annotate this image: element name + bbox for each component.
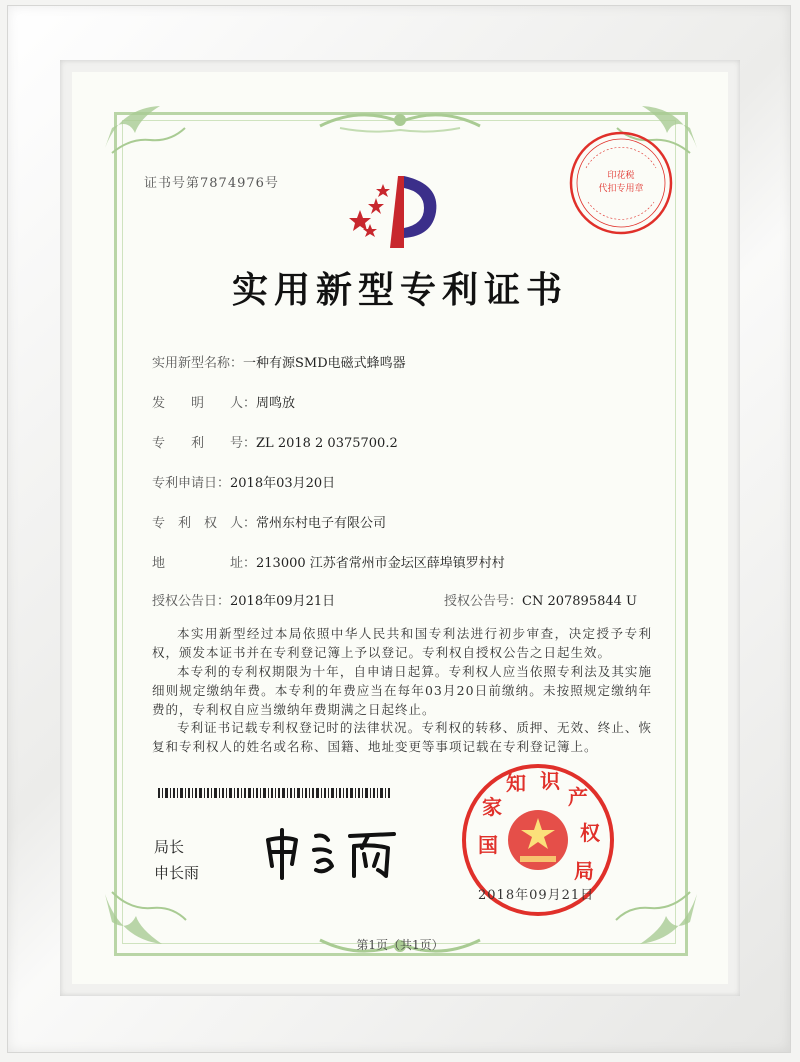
grant-number-row — [444, 590, 637, 609]
director-name: 申长雨 — [154, 864, 200, 882]
grant-date-row — [152, 590, 335, 609]
grant-number-value: CN 207895844 U — [522, 594, 637, 609]
inventor-row — [152, 392, 295, 411]
director-signature-icon — [258, 822, 408, 884]
certificate-title: 实用新型专利证书 — [231, 269, 568, 311]
svg-text:国: 国 — [478, 833, 498, 857]
svg-text:产: 产 — [568, 785, 588, 809]
inventor-value: 周鸣放 — [256, 396, 296, 411]
patentee-row — [152, 512, 386, 531]
patent-number-row — [152, 432, 398, 451]
filing-date-row — [152, 472, 335, 491]
svg-text:家: 家 — [482, 795, 502, 819]
svg-text:知: 知 — [506, 771, 526, 795]
filing-date-label: 专利申请日： — [152, 476, 231, 491]
grant-number-label: 授权公告号： — [444, 594, 523, 609]
top-center-ornament-icon — [310, 104, 490, 138]
issue-date: 2018年09月21日 — [478, 888, 595, 903]
paragraph-legal-status: 专利证书记载专利权登记时的法律状况。专利权的转移、质押、无效、终止、恢复和专利权人的姓名或名称、国籍、地址变更等事项记载在专利登记簿上。 — [152, 720, 652, 754]
director-title: 局长 — [154, 838, 185, 856]
svg-text:代扣专用章: 代扣专用章 — [598, 184, 644, 194]
utility-model-name-value: 一种有源SMD电磁式蜂鸣器 — [243, 356, 406, 371]
address-label: 地 址： — [152, 556, 257, 571]
svg-text:印花税: 印花税 — [607, 171, 635, 181]
barcode-icon — [158, 788, 390, 798]
filing-date-value: 2018年03月20日 — [230, 476, 336, 491]
patentee-value: 常州东村电子有限公司 — [256, 516, 387, 531]
page-number: 第1页（共1页） — [356, 938, 444, 952]
address-row — [152, 552, 505, 571]
patent-number-label: 专 利 号： — [152, 436, 257, 451]
grant-date-value: 2018年09月21日 — [230, 594, 336, 609]
utility-model-name-label: 实用新型名称： — [152, 356, 244, 371]
utility-model-name-row — [152, 352, 406, 371]
address-value: 213000 江苏省常州市金坛区薛埠镇罗村村 — [256, 556, 505, 571]
svg-text:权: 权 — [580, 821, 600, 845]
tax-agent-seal-icon — [566, 128, 676, 238]
paragraph-term: 本专利的专利权期限为十年，自申请日起算。专利权人应当依照专利法及其实施细则规定缴纳年费。本专利的年费应当在每年03月20日前缴纳。未按照规定缴纳年费的，专利权自应当缴纳年费期满之日起终止。 — [152, 664, 652, 717]
svg-text:识: 识 — [540, 769, 560, 793]
svg-text:局: 局 — [574, 859, 594, 883]
certificate-number: 证书号第7874976号 — [144, 176, 279, 191]
patent-office-logo-icon — [340, 170, 440, 254]
inventor-label: 发 明 人： — [152, 396, 257, 411]
patentee-label: 专 利 权 人： — [152, 516, 257, 531]
grant-date-label: 授权公告日： — [152, 594, 231, 609]
patent-number-value: ZL 2018 2 0375700.2 — [256, 436, 398, 451]
paragraph-examination: 本实用新型经过本局依照中华人民共和国专利法进行初步审查，决定授予专利权，颁发本证书并在专利登记簿上予以登记。专利权自授权公告之日起生效。 — [152, 626, 652, 660]
top-left-ornament-icon — [100, 98, 190, 158]
